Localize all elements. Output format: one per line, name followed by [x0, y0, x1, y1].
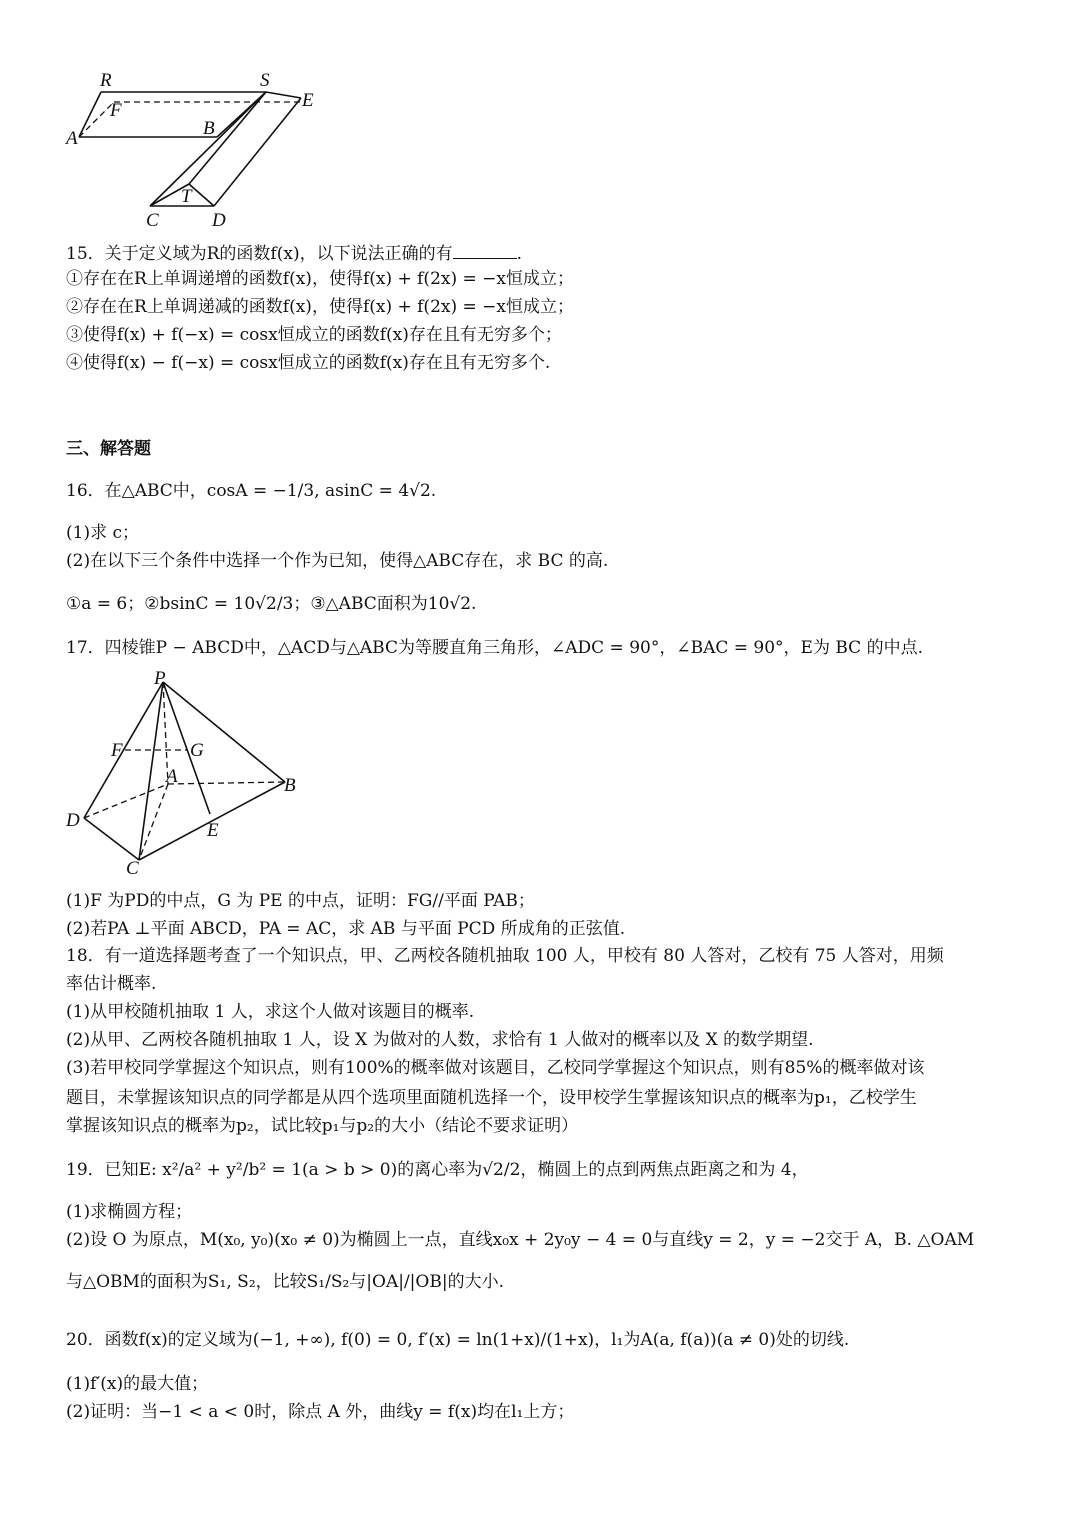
q15-stem: 15．关于定义域为R的函数f(x)，以下说法正确的有	[66, 244, 453, 264]
label-F: F	[111, 740, 123, 761]
label-A: A	[66, 128, 78, 149]
label-D: D	[66, 810, 80, 831]
q19-stem: 19．已知E: x²/a² + y²/b² = 1(a > b > 0)的离心率为√2/2，椭圆上的点到两焦点距离之和为 4，	[66, 1160, 809, 1180]
label-B: B	[203, 118, 215, 139]
section-heading: 三、解答题	[66, 439, 151, 459]
label-D: D	[212, 210, 226, 231]
q15-option-2: ②存在在R上单调递减的函数f(x)，使得f(x) + f(2x) = −x恒成立；	[66, 297, 574, 317]
label-R: R	[100, 70, 112, 91]
q18-part-3a: (3)若甲校同学掌握这个知识点，则有100%的概率做对该题目，乙校同学掌握这个知识点，则有85%的概率做对该	[66, 1058, 925, 1078]
q18-part-1: (1)从甲校随机抽取 1 人，求这个人做对该题目的概率.	[66, 1002, 475, 1022]
label-S: S	[260, 70, 270, 91]
label-C: C	[146, 210, 159, 231]
q19-part-2a: (2)设 O 为原点，M(x₀, y₀)(x₀ ≠ 0)为椭圆上一点，直线x₀x + 2y₀y − 4 = 0与直线y = 2，y = −2交于 A，B. △OAM	[66, 1230, 975, 1250]
q18-part-3c: 掌握该知识点的概率为p₂，试比较p₁与p₂的大小（结论不要求证明）	[66, 1116, 579, 1136]
q15-option-4: ④使得f(x) − f(−x) = cosx恒成立的函数f(x)存在且有无穷多个.	[66, 353, 551, 373]
q15-stem-line	[66, 242, 522, 266]
label-F: F	[110, 100, 122, 121]
q16-conditions: ①a = 6；②bsinC = 10√2/3；③△ABC面积为10√2.	[66, 594, 477, 614]
q16-part-2: (2)在以下三个条件中选择一个作为已知，使得△ABC存在，求 BC 的高.	[66, 551, 609, 571]
q20-part-2: (2)证明：当−1 < a < 0时，除点 A 外，曲线y = f(x)均在l₁上方；	[66, 1402, 575, 1422]
label-E: E	[302, 90, 314, 111]
q16-stem: 16．在△ABC中，cosA = −1/3, asinC = 4√2.	[66, 481, 437, 501]
q15-option-3: ③使得f(x) + f(−x) = cosx恒成立的函数f(x)存在且有无穷多个；	[66, 325, 562, 345]
q19-part-2b: 与△OBM的面积为S₁, S₂，比较S₁/S₂与|OA|/|OB|的大小.	[66, 1272, 504, 1292]
q18-part-2: (2)从甲、乙两校各随机抽取 1 人，设 X 为做对的人数，求恰有 1 人做对的概率以及 X 的数学期望.	[66, 1030, 814, 1050]
q18-line-2: 率估计概率.	[66, 974, 157, 994]
label-P: P	[154, 668, 166, 689]
q15-option-1: ①存在在R上单调递增的函数f(x)，使得f(x) + f(2x) = −x恒成立；	[66, 269, 574, 289]
q17-part-1: (1)F 为PD的中点，G 为 PE 的中点，证明：FG//平面 PAB；	[66, 891, 535, 911]
q16-part-1: (1)求 c；	[66, 523, 140, 543]
label-E: E	[207, 820, 219, 841]
answer-blank	[453, 242, 517, 259]
q17-stem: 17．四棱锥P − ABCD中，△ACD与△ABC为等腰直角三角形，∠ADC = 90°，∠BAC = 90°，E为 BC 的中点.	[66, 638, 923, 658]
label-A: A	[166, 766, 178, 787]
label-C: C	[126, 858, 139, 879]
label-G: G	[190, 740, 204, 761]
q18-part-3b: 题目，未掌握该知识点的同学都是从四个选项里面随机选择一个，设甲校学生掌握该知识点的概率为p₁，乙校学生	[66, 1088, 917, 1108]
q17-part-2: (2)若PA ⊥平面 ABCD，PA = AC，求 AB 与平面 PCD 所成角的正弦值.	[66, 919, 626, 939]
q15-stem-end: .	[516, 244, 522, 264]
label-T: T	[181, 186, 192, 207]
q19-part-1: (1)求椭圆方程；	[66, 1202, 193, 1222]
q20-stem: 20．函数f(x)的定义域为(−1, +∞), f(0) = 0, f′(x) = ln(1+x)/(1+x)，l₁为A(a, f(a))(a ≠ 0)处的切线.	[66, 1330, 850, 1350]
q20-part-1: (1)f′(x)的最大值；	[66, 1374, 209, 1394]
label-B: B	[284, 775, 296, 796]
prism-figure	[60, 64, 340, 234]
pyramid-figure	[60, 664, 310, 884]
q18-line-1: 18．有一道选择题考查了一个知识点，甲、乙两校各随机抽取 100 人，甲校有 80 人答对，乙校有 75 人答对，用频	[66, 946, 944, 966]
